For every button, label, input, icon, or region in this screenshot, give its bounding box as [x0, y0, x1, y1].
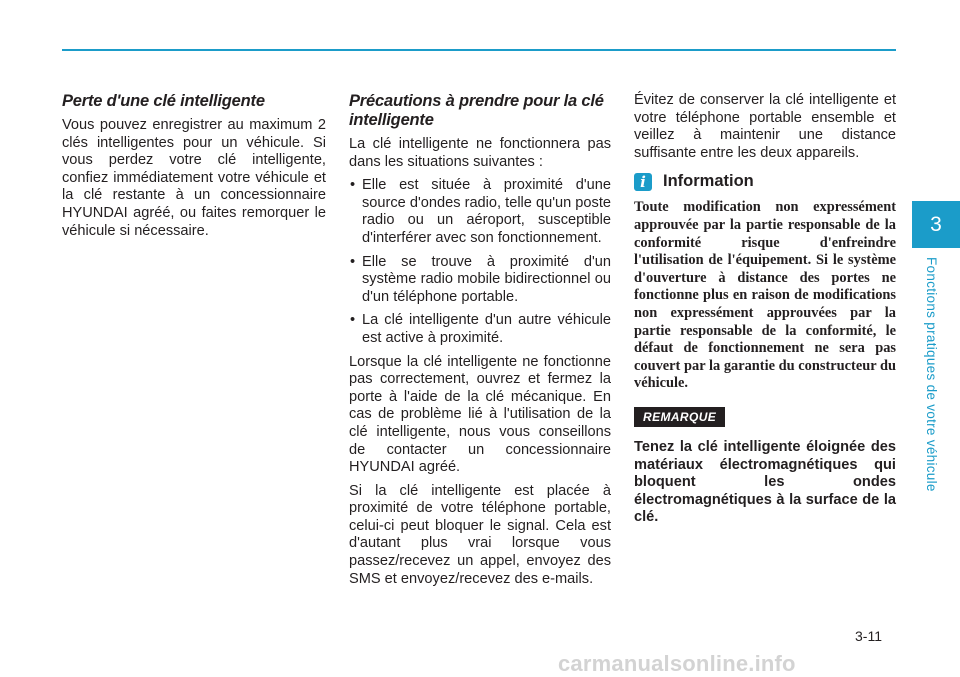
- watermark: carmanualsonline.info: [558, 651, 796, 676]
- lost-key-paragraph: Vous pouvez enregistrer au maximum 2 clés intelligentes pour un véhicule. Si vous perdez votre clé intelligente, confiez immédiatement votre véhicule et la clé restante à un concessionnaire HYUNDAI agréé, ou faites remorquer le véhicule si nécessaire.: [62, 117, 326, 239]
- remarque-body: Tenez la clé intelligente éloignée des matériaux électromagnétiques qui bloquent les ondes électromagnétiques à la surface de la clé.: [634, 438, 896, 526]
- precautions-intro: La clé intelligente ne fonctionnera pas dans les situations suivantes :: [349, 136, 611, 170]
- precautions-heading: Précautions à prendre pour la clé intelligente: [349, 92, 604, 129]
- column-right: [634, 92, 896, 527]
- information-title: Information: [663, 172, 754, 191]
- page-number: 3-11: [855, 628, 882, 644]
- malfunction-paragraph: Lorsque la clé intelligente ne fonctionne pas correctement, ouvrez et fermez la porte à l'aide de la clé mécanique. En cas de problème lié à l'utilisation de la clé intelligente, nous vous conseillons de contacter un concessionnaire HYUNDAI agréé.: [349, 353, 611, 476]
- lost-key-heading: Perte d'une clé intelligente: [62, 92, 265, 110]
- info-icon: i: [634, 173, 652, 191]
- chapter-tab: 3: [912, 201, 960, 248]
- information-body: Toute modification non expressément approuvée par la partie responsable de la conformité risque d'enfreindre l'utilisation de l'équipement. Si le système d'ouverture à distance des portes ne fonctionne plus en raison de modifications non expressément approuvées par la partie responsable de la conformité, le défaut de fonctionnement ne sera pas couvert par la garantie du constructeur du véhicule.: [634, 199, 896, 392]
- phone-interference-paragraph: Si la clé intelligente est placée à proximité de votre téléphone portable, celui-ci peut bloquer le signal. Cela est d'autant plus vrai lorsque vous passez/recevez un appel, envoyez des SMS et envoyez/recevez des e-mails.: [349, 482, 611, 587]
- list-item: • La clé intelligente d'un autre véhicule est active à proximité.: [349, 312, 611, 347]
- column-middle: [349, 92, 611, 594]
- list-item: • Elle se trouve à proximité d'un système radio mobile bidirectionnel ou d'un téléphone portable.: [349, 254, 611, 307]
- column-left: [62, 92, 326, 246]
- avoid-phone-paragraph: Évitez de conserver la clé intelligente et votre téléphone portable ensemble et veillez à maintenir une distance suffisante entre les deux appareils.: [634, 92, 896, 161]
- precautions-list: [349, 177, 611, 347]
- chapter-title: Fonctions pratiques de votre véhicule: [924, 257, 939, 492]
- header-rule: [62, 49, 896, 51]
- remarque-badge: REMARQUE: [634, 407, 725, 427]
- list-item: • Elle est située à proximité d'une source d'ondes radio, telle qu'un poste radio ou un aéroport, susceptible d'interférer avec son fonctionnement.: [349, 177, 611, 247]
- information-header: [634, 172, 896, 191]
